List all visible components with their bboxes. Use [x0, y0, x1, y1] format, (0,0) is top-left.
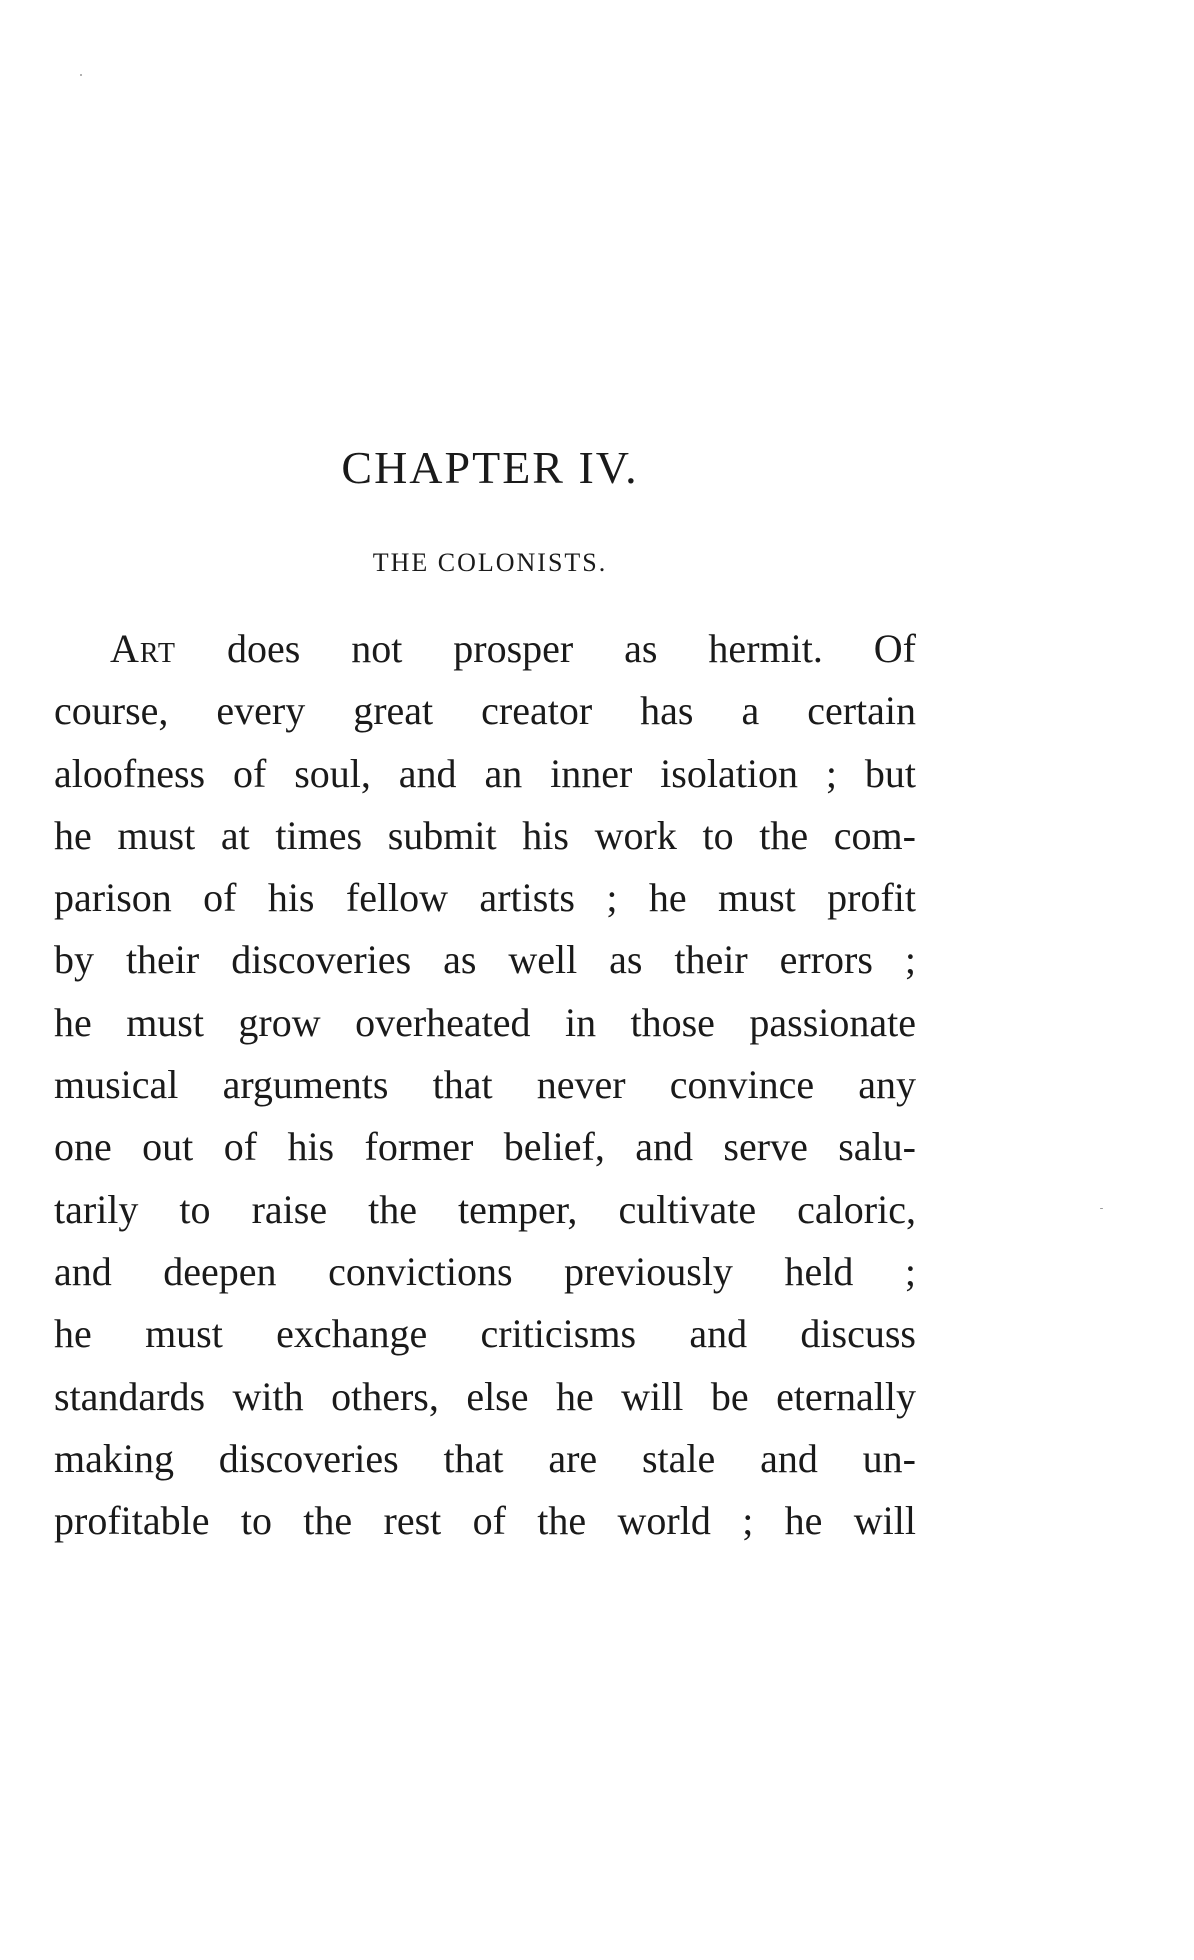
paper-speck [80, 74, 82, 76]
text-line: tarily to raise the temper, cultivate caloric, [54, 1186, 916, 1232]
chapter-heading: CHAPTER IV. [341, 442, 639, 493]
text-line [54, 618, 916, 680]
paper-speck [1100, 1208, 1103, 1209]
text-line: he must grow overheated in those passionate [54, 999, 916, 1045]
text-line: parison of his fellow artists ; he must profit [54, 875, 916, 921]
body-paragraph [54, 618, 916, 1552]
text-line: profitable to the rest of the world ; he will [54, 1498, 916, 1544]
text-line: by their discoveries as well as their errors ; [54, 937, 916, 983]
lead-word: Art [110, 626, 176, 671]
text-line: he must exchange criticisms and discuss [54, 1311, 916, 1357]
text-line: aloofness of soul, and an inner isolation ; but [54, 750, 916, 796]
text-line: standards with others, else he will be eternally [54, 1373, 916, 1419]
text-line: he must at times submit his work to the com- [54, 812, 916, 858]
text-line: course, every great creator has a certain [54, 688, 916, 734]
text-line: and deepen convictions previously held ; [54, 1248, 916, 1294]
text-line: making discoveries that are stale and un- [54, 1435, 916, 1481]
text-line: musical arguments that never convince any [54, 1062, 916, 1108]
text-line: one out of his former belief, and serve salu- [54, 1124, 916, 1170]
section-heading: THE COLONISTS. [372, 548, 608, 577]
text-line-content: does not prosper as hermit. Of [226, 626, 916, 671]
